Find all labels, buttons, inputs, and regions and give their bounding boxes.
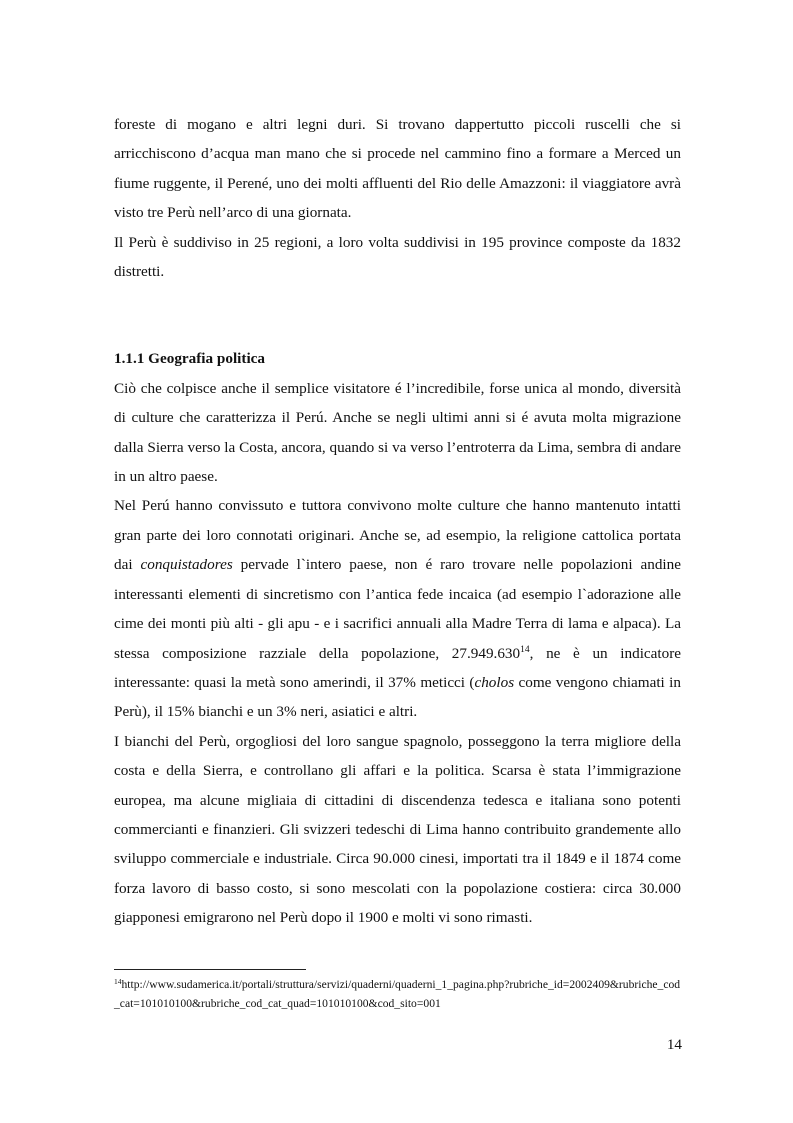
footnote-reference[interactable]: 14 bbox=[520, 644, 530, 655]
paragraph-cultures bbox=[114, 491, 681, 726]
paragraph-regions: Il Perù è suddiviso in 25 regioni, a loro volta suddivisi in 195 province composte da 1832 distretti. bbox=[114, 233, 681, 281]
paragraph-forests: foreste di mogano e altri legni duri. Si trovano dappertutto piccoli ruscelli che si arricchiscono d’acqua man mano che si procede nel cammino fino a formare a Merced un fiume ruggente, il Perené, uno dei molti affluenti del Rio delle Amazzoni: il viaggiatore avrà visto tre Perù nell’arco di una giornata. bbox=[114, 116, 681, 222]
paragraph-cultures-text-3: , ne è un indicatore interessante: quasi la metà sono amerindi, il 37% meticci ( bbox=[114, 644, 682, 691]
paragraph-whites: I bianchi del Perù, orgogliosi del loro sangue spagnolo, posseggono la terra migliore della costa e della Sierra, e controllano gli affari e la politica. Scarsa è stata l’immigrazione europea, ma alcune migliaia di cittadini di discendenza tedesca e italiana sono potenti commercianti e finanzieri. Gli svizzeri tedeschi di Lima hanno contribuito grandemente allo sviluppo commerciale e industriale. Circa 90.000 cinesi, importati tra il 1849 e il 1874 come forza lavoro di basso costo, si sono mescolati con la popolazione costiera: circa 30.000 giapponesi emigrarono nel Perù dopo il 1900 e molti vi sono rimasti. bbox=[114, 732, 681, 927]
paragraph-culture-diversity: Ciò che colpisce anche il semplice visitatore é l’incredibile, forse unica al mondo, diversità di culture che caratterizza il Perú. Anche se negli ultimi anni si é avuta molta migrazione dalla Sierra verso la Costa, ancora, quando si va verso l’entroterra da Lima, sembra di andare in un altro paese. bbox=[114, 379, 681, 486]
footnote-separator bbox=[114, 969, 306, 970]
paragraph-cultures-text-4: come vengono chiamati in Perù), il 15% bianchi e un 3% neri, asiatici e altri. bbox=[114, 673, 681, 721]
section-gap bbox=[114, 286, 681, 344]
italic-conquistadores: conquistadores bbox=[140, 556, 233, 574]
footnote bbox=[114, 975, 681, 1013]
section-heading: 1.1.1 Geografia politica bbox=[114, 350, 266, 368]
footnote-url[interactable]: http://www.sudamerica.it/portali/struttura/servizi/quaderni/quaderni_1_pagina.php?rubriche_id=2002409&rubriche_cod_cat=101010100&rubriche_cod_cat_quad=101010100&cod_sito=001 bbox=[114, 978, 681, 1010]
footnote-number: 14 bbox=[114, 977, 122, 986]
paragraph-cultures-text-2: pervade l`intero paese, non é raro trovare nelle popolazioni andine interessanti elementi di sincretismo con l’antica fede incaica (ad esempio l`adorazione alle cime dei monti più alti - gli apu - e i sacrifici annuali alla Madre Terra di lama e alpaca). La stessa composizione razziale della popolazione, 27.949.630 bbox=[114, 556, 681, 662]
body-text bbox=[114, 110, 681, 933]
page-number: 14 bbox=[666, 1036, 682, 1053]
paragraph-cultures-text-1: Nel Perú hanno convissuto e tuttora convivono molte culture che hanno mantenuto intatti gran parte dei loro connotati originari. Anche se, ad esempio, la religione cattolica portata dai bbox=[114, 497, 681, 574]
italic-cholos: cholos bbox=[474, 673, 515, 691]
